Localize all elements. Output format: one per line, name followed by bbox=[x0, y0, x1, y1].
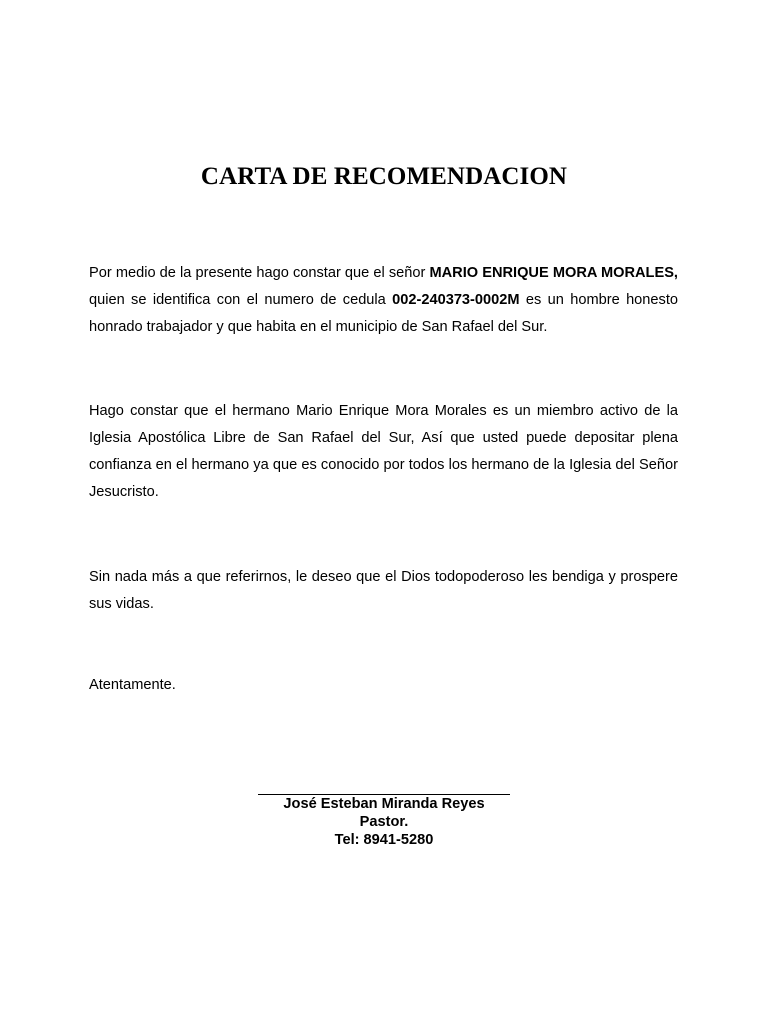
signature-block bbox=[0, 782, 768, 849]
paragraph-introduction bbox=[89, 260, 678, 341]
paragraph-blessing: Sin nada más a que referirnos, le deseo que el Dios todopoderoso les bendiga y prospere sus vidas. bbox=[89, 569, 678, 612]
paragraph-membership: Hago constar que el hermano Mario Enrique Mora Morales es un miembro activo de la Iglesia Apostólica Libre de San Rafael del Sur, Así que usted puede depositar plena confianza en el hermano ya que es conocido por todos los hermano de la Iglesia del Señor Jesucristo. bbox=[89, 403, 678, 500]
paragraph1-intro: Por medio de la presente hago constar que el señor bbox=[89, 265, 430, 281]
signature-line bbox=[258, 782, 510, 795]
closing-salutation: Atentamente. bbox=[89, 677, 176, 693]
signer-phone: Tel: 8941-5280 bbox=[334, 832, 434, 848]
document-title: CARTA DE RECOMENDACION bbox=[200, 163, 568, 190]
signer-role: Pastor. bbox=[359, 814, 409, 830]
paragraph1-end: es un hombre honesto honrado trabajador y que habita en el municipio de San Rafael del Sur. bbox=[89, 292, 678, 335]
paragraph1-middle: quien se identifica con el numero de cedula bbox=[89, 292, 393, 308]
id-number: 002-240373-0002M bbox=[392, 292, 520, 308]
recommended-person-name: MARIO ENRIQUE MORA MORALES, bbox=[429, 265, 678, 281]
signer-name: José Esteban Miranda Reyes bbox=[283, 796, 485, 812]
